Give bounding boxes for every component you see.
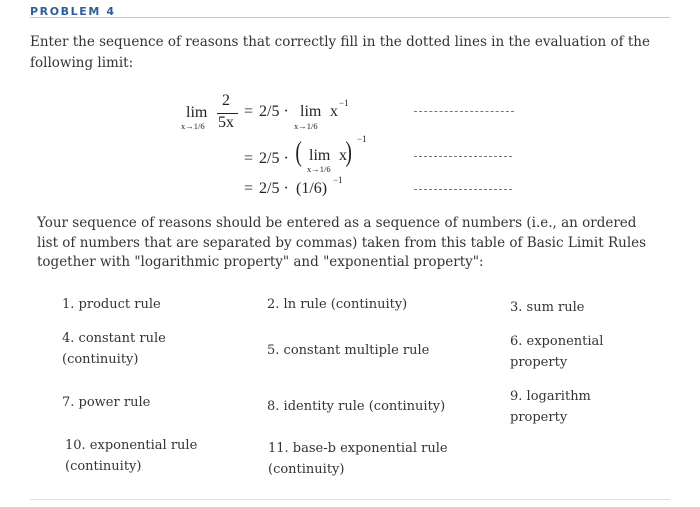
- rule-2: 2. ln rule (continuity): [267, 297, 408, 312]
- sequence-instructions: Your sequence of reasons should be entered as a sequence of numbers (i.e., an ordered list of numbers that are separated by commas) taken from this table of Basic Limit Rules together with "logarithmic property" and "exponential property":: [37, 215, 647, 270]
- lim-1: lim: [186, 104, 208, 121]
- rule-6: 6. exponential property: [510, 334, 604, 370]
- lim-2-sub: x→1/6: [294, 121, 318, 131]
- exp-2: −1: [357, 134, 367, 144]
- coef-1: 2/5 ·: [259, 103, 289, 120]
- rule-3: 3. sum rule: [510, 300, 585, 315]
- lim-3: lim: [309, 147, 331, 164]
- rule-9: 9. logarithm property: [510, 389, 591, 425]
- x-var-2: x: [339, 147, 347, 164]
- eq-1: =: [244, 103, 254, 120]
- lim-1-sub: x→1/6: [181, 121, 205, 131]
- rule-1: 1. product rule: [62, 297, 161, 312]
- bottom-divider: [30, 499, 670, 500]
- rule-11: 11. base-b exponential rule (continuity): [268, 441, 448, 477]
- eq-3: =: [244, 180, 254, 197]
- dotted-line-2: [414, 156, 512, 157]
- x-var-1: x: [330, 103, 338, 120]
- frac-den: 5x: [218, 114, 234, 131]
- problem-label: PROBLEM 4: [30, 5, 116, 18]
- lim-2: lim: [300, 103, 322, 120]
- rule-8: 8. identity rule (continuity): [267, 399, 446, 414]
- paren-open: (: [295, 137, 302, 168]
- rule-10: 10. exponential rule (continuity): [65, 438, 198, 474]
- dotted-line-1: [414, 111, 514, 112]
- dotted-line-3: [414, 189, 512, 190]
- exp-3: −1: [333, 175, 343, 185]
- coef-2: 2/5 ·: [259, 150, 289, 167]
- exp-1: −1: [339, 98, 349, 108]
- rule-7: 7. power rule: [62, 395, 151, 410]
- paren-close: ): [345, 137, 352, 168]
- lim-3-sub: x→1/6: [307, 164, 331, 174]
- eq-2: =: [244, 150, 254, 167]
- line3-value: (1/6): [296, 180, 328, 197]
- limit-evaluation: [0, 0, 700, 200]
- instructions-text: Enter the sequence of reasons that correctly fill in the dotted lines in the evaluation of the following limit:: [30, 34, 650, 71]
- frac-num: 2: [222, 92, 230, 109]
- rule-5: 5. constant multiple rule: [267, 343, 430, 358]
- rule-4: 4. constant rule (continuity): [62, 331, 166, 367]
- coef-3: 2/5 ·: [259, 180, 289, 197]
